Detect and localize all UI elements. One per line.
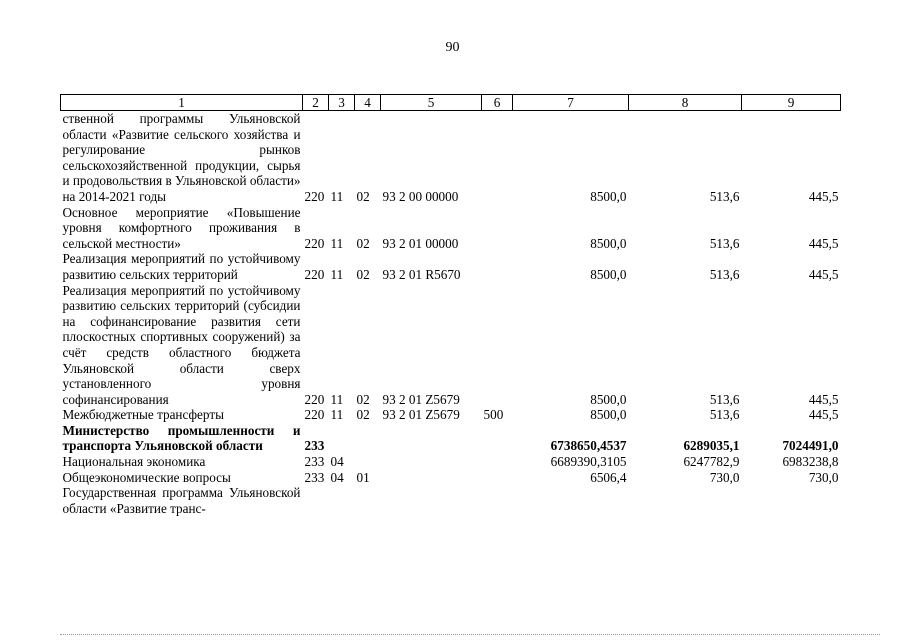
header-col-3: 3 xyxy=(329,95,355,111)
budget-table xyxy=(60,94,841,516)
row-code-2 xyxy=(303,485,329,516)
scan-artifact-line xyxy=(60,634,880,637)
row-code-3: 11 xyxy=(330,407,344,423)
row-amount-9: 445,5 xyxy=(808,407,839,423)
row-amount-9: 445,5 xyxy=(808,235,839,251)
row-code-6 xyxy=(482,470,513,486)
row-code-5: 93 2 01 Z5679 xyxy=(382,407,460,423)
row-code-5: 93 2 01 Z5679 xyxy=(382,391,460,407)
row-code-6 xyxy=(482,454,513,470)
table-row xyxy=(61,205,841,252)
row-amount-7: 6738650,4537 xyxy=(550,438,627,454)
row-code-4: 02 xyxy=(356,266,370,282)
row-name: Основное мероприятие «Повышение уровня комфортного проживания в сельской местности» xyxy=(62,204,301,251)
row-code-6 xyxy=(482,423,513,454)
row-code-4 xyxy=(355,485,381,516)
row-amount-7: 8500,0 xyxy=(590,235,627,251)
row-code-3: 11 xyxy=(330,391,344,407)
row-amount-8: 730,0 xyxy=(709,469,740,485)
table-row xyxy=(61,283,841,408)
row-code-4: 02 xyxy=(356,188,370,204)
row-code-6: 500 xyxy=(483,407,504,423)
row-amount-7: 6689390,3105 xyxy=(550,454,627,470)
header-col-4: 4 xyxy=(355,95,381,111)
row-code-2: 220 xyxy=(304,188,325,204)
row-amount-8: 513,6 xyxy=(709,391,740,407)
header-col-7: 7 xyxy=(513,95,629,111)
row-code-4: 02 xyxy=(356,391,370,407)
header-col-8: 8 xyxy=(629,95,742,111)
row-amount-7: 8500,0 xyxy=(590,266,627,282)
row-code-2: 233 xyxy=(304,469,325,485)
row-amount-8: 513,6 xyxy=(709,266,740,282)
header-col-5: 5 xyxy=(381,95,482,111)
row-amount-7: 6506,4 xyxy=(590,469,627,485)
table-row xyxy=(61,454,841,470)
table-row xyxy=(61,251,841,282)
table-row xyxy=(61,423,841,454)
row-code-4 xyxy=(355,454,381,470)
table-row xyxy=(61,111,841,205)
row-code-5 xyxy=(381,423,482,454)
row-code-4: 02 xyxy=(356,235,370,251)
row-code-5: 93 2 01 00000 xyxy=(382,235,459,251)
header-col-6: 6 xyxy=(482,95,513,111)
row-amount-9: 6983238,8 xyxy=(782,454,839,470)
row-code-3: 11 xyxy=(330,188,344,204)
row-amount-8 xyxy=(629,485,742,516)
row-amount-9: 445,5 xyxy=(808,266,839,282)
header-col-2: 2 xyxy=(303,95,329,111)
row-code-6 xyxy=(482,251,513,282)
row-amount-9: 445,5 xyxy=(808,391,839,407)
table-row xyxy=(61,485,841,516)
row-code-2: 220 xyxy=(304,266,325,282)
row-code-6 xyxy=(482,205,513,252)
header-col-9: 9 xyxy=(742,95,841,111)
table-header-row xyxy=(61,95,841,111)
row-code-4: 02 xyxy=(356,407,370,423)
row-amount-9: 445,5 xyxy=(808,188,839,204)
row-code-2: 233 xyxy=(304,454,325,470)
row-code-3: 04 xyxy=(330,469,344,485)
row-name: Национальная экономика xyxy=(62,454,206,470)
row-code-6 xyxy=(482,111,513,205)
row-amount-9: 7024491,0 xyxy=(782,438,839,454)
row-amount-9: 730,0 xyxy=(808,469,839,485)
row-code-3 xyxy=(329,485,355,516)
row-code-2: 233 xyxy=(304,438,325,454)
row-code-6 xyxy=(482,283,513,408)
row-amount-8: 513,6 xyxy=(709,407,740,423)
row-code-2: 220 xyxy=(304,235,325,251)
row-code-4 xyxy=(355,423,381,454)
header-col-1: 1 xyxy=(61,95,303,111)
table-row xyxy=(61,407,841,423)
row-code-5 xyxy=(381,454,482,470)
row-name: Реализация мероприятий по устойчивому развитию сельских территорий xyxy=(62,251,301,282)
row-name: ственной программы Ульяновской области «Развитие сельского хозяйства и регулирование рынков сельскохозяйственной продукции, сырья и продовольствия в Ульяновской области» на 2014-2021 годы xyxy=(62,111,301,204)
table-body xyxy=(61,111,841,517)
row-code-3: 11 xyxy=(330,235,344,251)
row-name: Реализация мероприятий по устойчивому развитию сельских территорий (субсидии на софинансирование развития сети плоскостных спортивных сооружений) за счёт средств областного бюджета Ульяновской области сверх установленного уровня софинансирования xyxy=(62,282,301,407)
page-number: 90 xyxy=(445,40,460,55)
row-amount-8: 6247782,9 xyxy=(683,454,740,470)
row-code-2: 220 xyxy=(304,391,325,407)
row-amount-7: 8500,0 xyxy=(590,188,627,204)
row-name: Государственная программа Ульяновской области «Развитие транс- xyxy=(62,485,301,516)
row-code-5 xyxy=(381,470,482,486)
row-amount-7: 8500,0 xyxy=(590,407,627,423)
row-code-5: 93 2 00 00000 xyxy=(382,188,459,204)
row-amount-7 xyxy=(513,485,629,516)
row-amount-7: 8500,0 xyxy=(590,391,627,407)
row-amount-9 xyxy=(742,485,841,516)
row-code-5 xyxy=(381,485,482,516)
row-amount-8: 513,6 xyxy=(709,188,740,204)
row-amount-8: 6289035,1 xyxy=(683,438,740,454)
row-code-6 xyxy=(482,485,513,516)
row-name: Межбюджетные трансферты xyxy=(62,407,224,423)
row-code-3 xyxy=(329,423,355,454)
row-code-3: 04 xyxy=(330,454,344,470)
row-code-4: 01 xyxy=(356,469,370,485)
row-amount-8: 513,6 xyxy=(709,235,740,251)
row-code-3: 11 xyxy=(330,266,344,282)
table-row xyxy=(61,470,841,486)
row-code-2: 220 xyxy=(304,407,325,423)
row-code-5: 93 2 01 R5670 xyxy=(382,266,461,282)
row-name: Министерство промышленности и транспорта Ульяновской области xyxy=(62,422,301,454)
row-name: Общеэкономические вопросы xyxy=(62,469,231,485)
